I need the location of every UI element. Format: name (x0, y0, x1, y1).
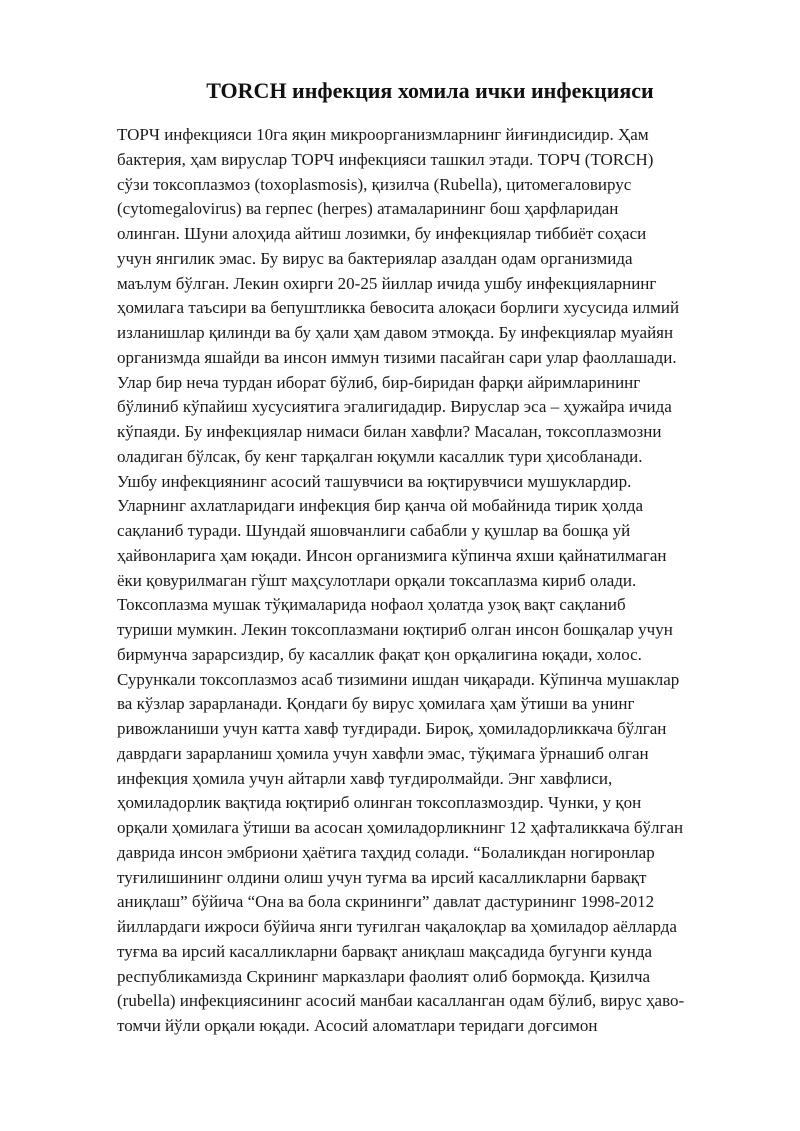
body-line: ёки қовурилмаган гўшт маҳсулотлари орқали токсаплазма кириб олади. (117, 570, 637, 590)
body-line: (cytomegalovirus) ва герпес (herpes) атамаларининг бош ҳарфларидан (117, 199, 619, 219)
body-line: бактерия, ҳам вируслар ТОРЧ инфекцияси ташкил этади. ТОРЧ (TORCH) (117, 149, 654, 169)
body-line: изланишлар қилинди ва бу ҳали ҳам давом этмоқда. Бу инфекциялар муайян (117, 323, 674, 342)
body-line: даврдаги зарарланиш ҳомила учун хавфли эмас, тўқимага ўрнашиб олган (117, 743, 649, 763)
body-line: туғилишининг олдини олиш учун туғма ва ирсий касалликларни барвақт (117, 867, 647, 887)
body-line: даврида инсон эмбриони ҳаётига таҳдид солади. “Болаликдан ногиронлар (117, 842, 655, 862)
body-line: учун янгилик эмас. Бу вирус ва бактериялар азалдан одам организмида (117, 248, 633, 268)
body-line: томчи йўли орқали юқади. Асосий аломатлари теридаги доғсимон (117, 1016, 598, 1035)
body-line: ҳомилага таъсири ва бепуштликка бевосита алоқаси борлиги хусусида илмий (117, 298, 680, 318)
body-line: организмда яшайди ва инсон иммун тизими пасайган сари улар фаоллашади. (117, 347, 677, 367)
body-line: Токсоплазма мушак тўқималарида нофаол ҳолатда узоқ вақт сақланиб (117, 595, 626, 615)
body-line: ҳайвонларига ҳам юқади. Инсон организмига кўпинча яхши қайнатилмаган (117, 545, 667, 565)
body-line: ва кўзлар зарарланади. Қондаги бу вирус ҳомилага ҳам ўтиши ва унинг (117, 694, 635, 714)
body-line: олинган. Шуни алоҳида айтиш лозимки, бу инфекциялар тиббиёт соҳаси (117, 224, 647, 243)
body-line: инфекция ҳомила учун айтарли хавф туғдиролмайди. Энг хавфлиси, (117, 768, 613, 788)
body-line: сақланиб туради. Шундай яшовчанлиги сабабли у қушлар ва бошқа уй (117, 521, 631, 540)
body-line: йиллардаги ижроси бўйича янги туғилган чақалоқлар ва ҳомиладор аёлларда (117, 917, 677, 936)
body-line: Улар бир неча турдан иборат бўлиб, бир-биридан фарқи айримларининг (117, 372, 641, 392)
body-line: ҳомиладорлик вақтида юқтириб олинган токсоплазмоздир. Чунки, у қон (117, 793, 642, 813)
body-line: ТОРЧ инфекцияси 10га яқин микроорганизмларнинг йиғиндисидир. Ҳам (117, 125, 649, 144)
body-line: республикамизда Скрининг марказлари фаолият олиб бормоқда. Қизилча (117, 966, 651, 986)
body-line: аниқлаш” бўйича “Она ва бола скрининги” давлат дастурининг 1998-2012 (117, 892, 655, 912)
body-line: сўзи токсоплазмоз (toxoplasmosis), қизилча (Rubella), цитомегаловирус (117, 174, 632, 194)
body-line: Уларнинг ахлатларидаги инфекция бир қанча ой мобайнида тирик ҳолда (117, 496, 644, 516)
body-line: ривожланиши учун катта хавф туғдиради. Бироқ, ҳомиладорликкача бўлган (117, 719, 667, 738)
body-line: орқали ҳомилага ўтиши ва асосан ҳомиладорликнинг 12 ҳафталиккача бўлган (117, 818, 684, 837)
body-line: бўлиниб кўпайиш хусусиятига эгалигидадир. Вируслар эса – ҳужайра ичида (117, 397, 672, 417)
document-title: TORCH инфекция хомила ички инфекцияси (206, 78, 654, 103)
body-line: бирмунча зарарсиздир, бу касаллик фақат қон орқалигина юқади, холос. (117, 644, 642, 664)
body-line: Ушбу инфекциянинг асосий ташувчиси ва юқтирувчиси мушуклардир. (117, 471, 632, 491)
body-line: туриши мумкин. Лекин токсоплазмани юқтириб олган инсон бошқалар учун (117, 620, 673, 639)
document-body (117, 123, 757, 1039)
body-line: маълум бўлган. Лекин охирги 20-25 йиллар ичида ушбу инфекцияларнинг (117, 273, 657, 293)
body-line: Сурункали токсоплазмоз асаб тизимини ишдан чиқаради. Кўпинча мушаклар (117, 669, 680, 689)
body-line: оладиган бўлсак, бу кенг тарқалган юқумли касаллик тури ҳисобланади. (117, 446, 643, 466)
body-line: туғма ва ирсий касалликларни барвақт аниқлаш мақсадида бугунги кунда (117, 941, 653, 961)
body-line: кўпаяди. Бу инфекциялар нимаси билан хавфли? Масалан, токсоплазмозни (117, 422, 662, 441)
body-line: (rubella) инфекциясининг асосий манбаи касалланган одам бўлиб, вирус ҳаво- (117, 991, 685, 1011)
